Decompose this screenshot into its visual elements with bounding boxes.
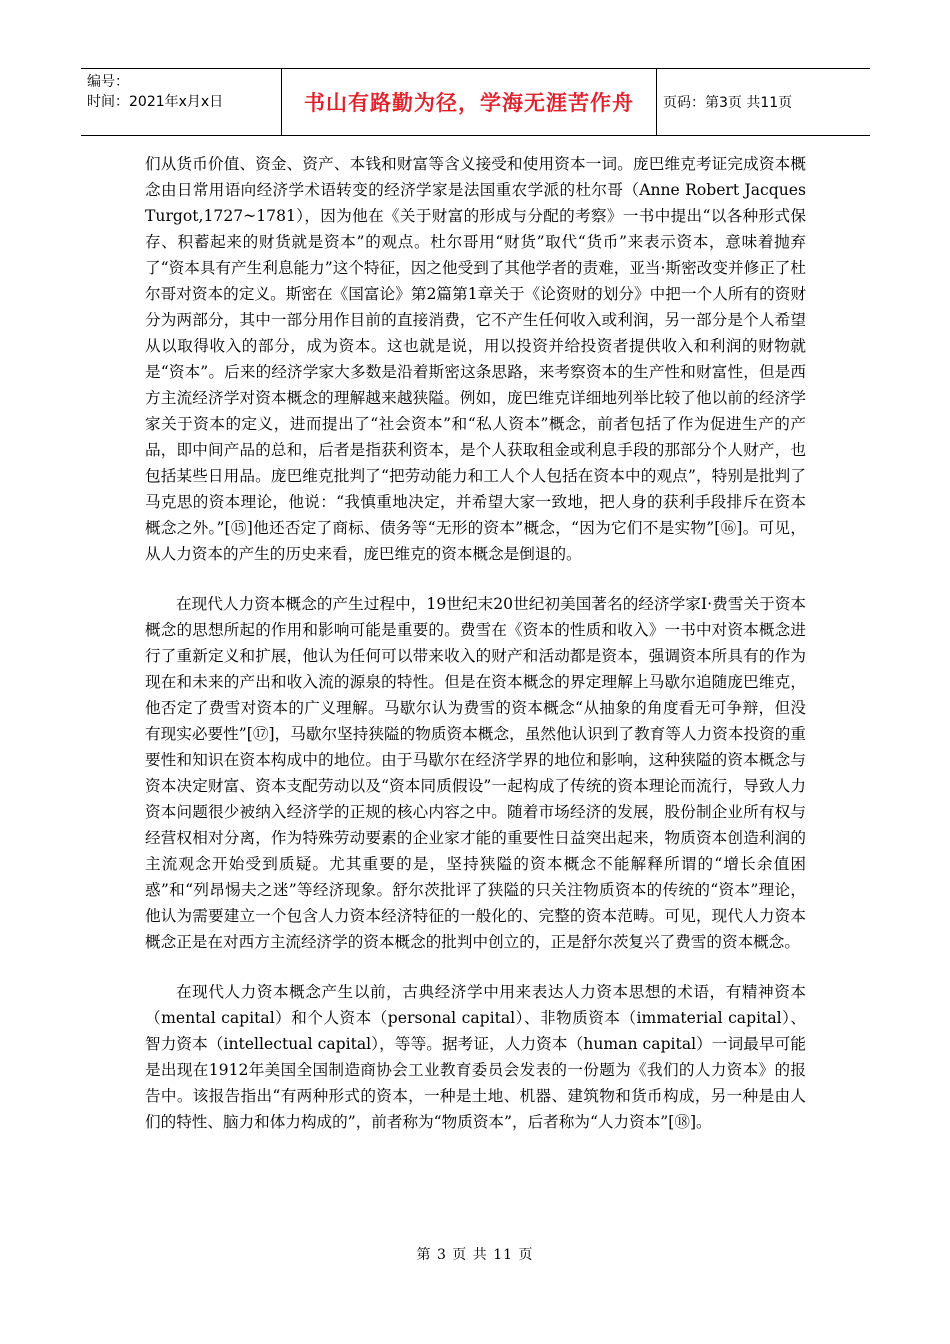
document-body: [145, 151, 806, 1135]
header-page-info: 页码：第3页 共11页: [663, 95, 793, 111]
page-footer: 第 3 页 共 11 页: [416, 1247, 534, 1263]
time-label: 时间：2021年x月x日: [87, 94, 224, 110]
header-motto: 书山有路勤为径，学海无涯苦作舟: [282, 69, 657, 135]
paragraph-2: 在现代人力资本概念的产生过程中，19世纪末20世纪初美国著名的经济学家I·费雪关于资本概念的思想所起的作用和影响可能是重要的。费雪在《资本的性质和收入》一书中对资本概念进行了重新定义和扩展，他认为任何可以带来收入的财产和活动都是资本，强调资本所具有的作为现在和未来的产出和收入流的源泉的特性。但是在资本概念的界定理解上马歇尔追随庞巴维克，他否定了费雪对资本的广义理解。马歇尔认为费雪的资本概念“从抽象的角度看无可争辩，但没有现实必要性”[⑰]，马歇尔坚持狭隘的物质资本概念，虽然他认识到了教育等人力资本投资的重要性和知识在资本构成中的地位。由于马歇尔在经济学界的地位和影响，这种狭隘的资本概念与资本决定财富、资本支配劳动以及“资本同质假设”一起构成了传统的资本理论而流行，导致人力资本问题很少被纳入经济学的正规的核心内容之中。随着市场经济的发展，股份制企业所有权与经营权相对分离，作为特殊劳动要素的企业家才能的重要性日益突出起来，物质资本创造利润的主流观念开始受到质疑。尤其重要的是，坚持狭隘的资本概念不能解释所谓的“增长余值困惑”和“列昂惕夫之迷”等经济现象。舒尔茨批评了狭隘的只关注物质资本的传统的“资本”理论，他认为需要建立一个包含人力资本经济特征的一般化的、完整的资本范畴。可见，现代人力资本概念正是在对西方主流经济学的资本概念的批判中创立的，正是舒尔茨复兴了费雪的资本概念。: [145, 595, 806, 951]
paragraph-3: 在现代人力资本概念产生以前，古典经济学中用来表达人力资本思想的术语，有精神资本（mental capital）和个人资本（personal capital）、非物质资本（immaterial capital）、智力资本（intellectual capital），等等。据考证，人力资本（human capital）一词最早可能是出现在1912年美国全国制造商协会工业教育委员会发表的一份题为《我们的人力资本》的报告中。该报告指出“有两种形式的资本，一种是土地、机器、建筑物和货币构成，另一种是由人们的特性、脑力和体力构成的”，前者称为“物质资本”，后者称为“人力资本”[⑱]。: [145, 983, 806, 1131]
document-header: [81, 68, 870, 136]
number-label: 编号：: [87, 74, 129, 90]
paragraph-1: 们从货币价值、资金、资产、本钱和财富等含义接受和使用资本一词。庞巴维克考证完成资本概念由日常用语向经济学术语转变的经济学家是法国重农学派的杜尔哥（Anne Robert Jacques Turgot,1727~1781），因为他在《关于财富的形成与分配的考察》一书中提出“以各种形式保存、积蓄起来的财货就是资本”的观点。杜尔哥用“财货”取代“货币”来表示资本，意味着抛弃了“资本具有产生利息能力”这个特征，因之他受到了其他学者的责难，亚当·斯密改变并修正了杜尔哥对资本的定义。斯密在《国富论》第2篇第1章关于《论资财的划分》中把一个人所有的资财分为两部分，其中一部分用作目前的直接消费，它不产生任何收入或利润，另一部分是个人希望从以取得收入的部分，成为资本。这也就是说，用以投资并给投资者提供收入和利润的财物就是“资本”。后来的经济学家大多数是沿着斯密这条思路，来考察资本的生产性和财富性，但是西方主流经济学对资本概念的理解越来越狭隘。例如，庞巴维克详细地列举比较了他以前的经济学家关于资本的定义，进而提出了“社会资本”和“私人资本”概念，前者包括了作为促进生产的产品，即中间产品的总和，后者是指获利资本，是个人获取租金或利息手段的那部分个人财产，也包括某些日用品。庞巴维克批判了“把劳动能力和工人个人包括在资本中的观点”，特别是批判了马克思的资本理论，他说：“我慎重地决定，并希望大家一致地，把人身的获利手段排斥在资本概念之外。”[⑮]他还否定了商标、债务等“无形的资本”概念，“因为它们不是实物”[⑯]。可见，从人力资本的产生的历史来看，庞巴维克的资本概念是倒退的。: [145, 155, 806, 563]
header-meta: [81, 69, 282, 135]
